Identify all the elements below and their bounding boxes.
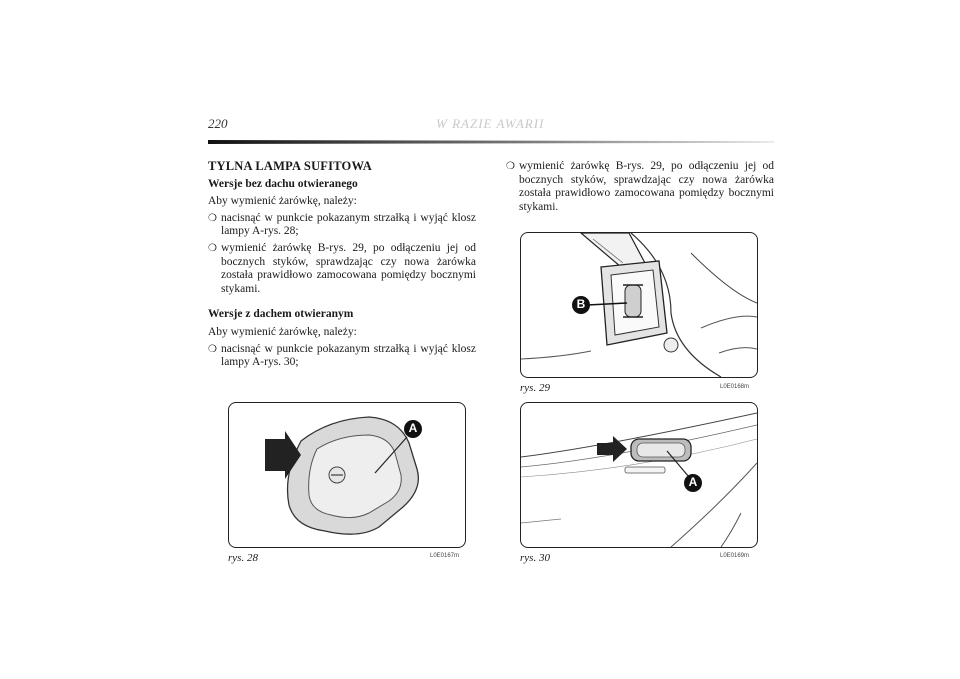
list-item: ❍ wymienić żarówkę B-rys. 29, po odłączeniu jej od bocznych styków, sprawdzając czy nowa żarówka została prawidłowo zamocowana pomiędzy bocznymi stykami. <box>208 241 476 295</box>
bullet-icon: ❍ <box>208 242 217 254</box>
left-column <box>208 160 476 373</box>
list-item: ❍ nacisnąć w punkcie pokazanym strzałką i wyjąć klosz lampy A-rys. 30; <box>208 342 476 369</box>
intro-text: Aby wymienić żarówkę, należy: <box>208 325 357 338</box>
section-heading: TYLNA LAMPA SUFITOWA <box>208 159 372 173</box>
bullet-icon: ❍ <box>208 343 217 355</box>
figure-label-b: B <box>576 297 586 311</box>
list-item: ❍ wymienić żarówkę B-rys. 29, po odłączeniu jej od bocznych styków, sprawdzając czy nowa żarówka została prawidłowo zamocowana pomiędzy bocznymi stykami. <box>506 160 774 213</box>
figure-label-a: A <box>408 421 418 435</box>
figure-29-caption: rys. 29 <box>520 382 550 394</box>
figure-29-code: L0E0168m <box>720 384 750 390</box>
bullet-list <box>506 160 774 214</box>
subheading-with-sunroof: Wersje z dachem otwieranym <box>208 308 354 321</box>
figure-28-illustration <box>228 402 466 548</box>
figure-28-caption: rys. 28 <box>228 552 258 564</box>
header-rule <box>208 138 774 146</box>
figure-28-code: L0E0167m <box>430 553 460 559</box>
figure-30-caption: rys. 30 <box>520 552 550 564</box>
figure-label-a: A <box>688 475 698 489</box>
figure-30-illustration <box>520 402 758 548</box>
bullet-icon: ❍ <box>506 161 515 172</box>
bullet-icon: ❍ <box>208 212 217 224</box>
bullet-list <box>208 343 476 370</box>
subheading-no-sunroof: Wersje bez dachu otwieranego <box>208 177 358 190</box>
lamp-open-illustration <box>521 233 757 377</box>
lamp-lens-illustration <box>229 403 465 547</box>
list-item: ❍ nacisnąć w punkcie pokazanym strzałką i wyjąć klosz lampy A-rys. 28; <box>208 211 476 238</box>
bullet-list <box>208 212 476 297</box>
page-number: 220 <box>208 116 228 131</box>
right-column <box>506 160 774 217</box>
sunroof-lamp-illustration <box>521 403 757 547</box>
intro-text: Aby wymienić żarówkę, należy: <box>208 195 357 208</box>
section-title: W RAZIE AWARII <box>436 116 545 131</box>
figure-30-code: L0E0169m <box>720 553 750 559</box>
figure-29-illustration <box>520 232 758 378</box>
